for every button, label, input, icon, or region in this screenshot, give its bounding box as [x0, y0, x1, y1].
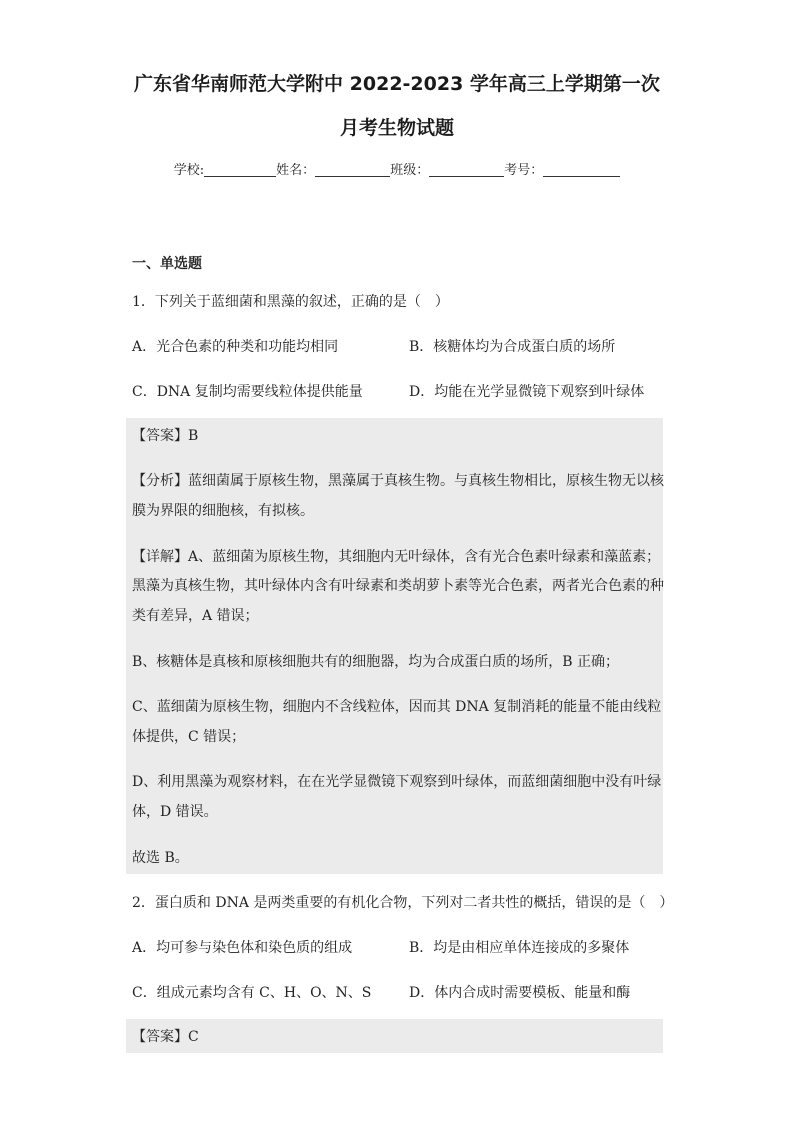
question-1-option-a: A．光合色素的种类和功能均相同: [132, 339, 339, 355]
question-2-option-a: A．均可参与染色体和染色质的组成: [132, 940, 353, 956]
number-label: 考号：: [504, 163, 544, 178]
question-1-detail-b: B、核糖体是真核和原核细胞共有的细胞器，均为合成蛋白质的场所，B 正确；: [132, 654, 620, 670]
question-1-option-d: D．均能在光学显微镜下观察到叶绿体: [409, 384, 645, 400]
page-title: 广东省华南师范大学附中 2022-2023 学年高三上学期第一次: [134, 73, 660, 95]
question-1-detail-d-line2: 体，D 错误。: [132, 804, 218, 820]
question-1-answer: 【答案】B: [132, 428, 199, 444]
question-1-option-c: C．DNA 复制均需要线粒体提供能量: [132, 384, 363, 400]
question-2-answer: 【答案】C: [132, 1029, 199, 1045]
question-1-detail-c-line1: C、蓝细菌为原核生物，细胞内不含线粒体，因而其 DNA 复制消耗的能量不能由线粒: [132, 699, 662, 715]
question-1-detail-a-line1: 【详解】A、蓝细菌为原核生物，其细胞内无叶绿体，含有光合色素叶绿素和藻蓝素；: [132, 549, 661, 565]
question-1-detail-a-line3: 类有差异，A 错误；: [132, 608, 259, 624]
question-1-analysis-line1: 【分析】蓝细菌属于原核生物，黑藻属于真核生物。与真核生物相比，原核生物无以核: [132, 473, 664, 489]
name-blank[interactable]: [315, 162, 390, 177]
class-blank[interactable]: [429, 162, 504, 177]
question-1-detail-a-line2: 黑藻为真核生物，其叶绿体内含有叶绿素和类胡萝卜素等光合色素，两者光合色素的种: [132, 578, 664, 594]
name-label: 姓名：: [276, 163, 316, 178]
question-1-conclusion: 故选 B。: [132, 850, 189, 866]
question-1-stem: 1．下列关于蓝细菌和黑藻的叙述，正确的是（ ）: [132, 294, 449, 310]
section-title: 一、单选题: [132, 256, 202, 272]
number-blank[interactable]: [543, 162, 620, 177]
question-2-answer-block: [126, 1019, 663, 1053]
question-2-option-d: D．体内合成时需要模板、能量和酶: [409, 985, 631, 1001]
question-2-option-b: B．均是由相应单体连接成的多聚体: [409, 940, 630, 956]
question-1-detail-c-line2: 体提供，C 错误；: [132, 729, 246, 745]
question-1-detail-d-line1: D、利用黑藻为观察材料，在在光学显微镜下观察到叶绿体，而蓝细菌细胞中没有叶绿: [132, 774, 662, 790]
class-label: 班级：: [390, 163, 430, 178]
page-title-line2: 月考生物试题: [339, 117, 454, 139]
school-blank[interactable]: [204, 162, 276, 177]
question-1-analysis-line2: 膜为界限的细胞核，有拟核。: [132, 503, 314, 519]
student-info-line: [0, 159, 794, 178]
question-2-stem: 2．蛋白质和 DNA 是两类重要的有机化合物，下列对二者共性的概括，错误的是（ ）: [132, 895, 674, 911]
question-1-option-b: B．核糖体均为合成蛋白质的场所: [409, 339, 616, 355]
question-2-option-c: C．组成元素均含有 C、H、O、N、S: [132, 985, 372, 1001]
school-label: 学校:: [173, 163, 205, 178]
